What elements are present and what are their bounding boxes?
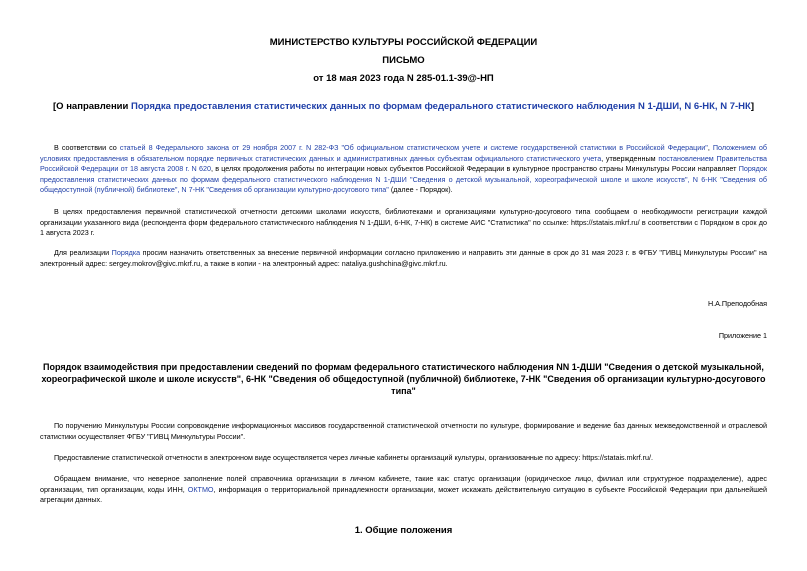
subject-suffix: ] — [750, 101, 754, 112]
p6-text-2: , информация о территориальной принадлежности организации, может искажать действительную ситуацию в субъекте Российской Федерации при дальнейшей агрегации данных. — [40, 484, 767, 505]
p1-link-regulation[interactable]: Положением об условиях предоставления в обязательном порядке первичных статистических данных и административных данных субъектам официального статистического учета — [40, 143, 767, 163]
paragraph-6 — [40, 474, 767, 506]
p3-link-procedure[interactable]: Порядка — [111, 248, 141, 257]
p1-text-5: (далее - Порядок). — [388, 185, 453, 195]
p1-text-4: , в целях продолжения работы по интеграции новых субъектов Российской Федерации в культурное пространство страны Минкультуры России направляет — [210, 164, 739, 174]
ministry-heading: МИНИСТЕРСТВО КУЛЬТУРЫ РОССИЙСКОЙ ФЕДЕРАЦИИ — [269, 37, 538, 48]
section-heading: 1. Общие положения — [354, 525, 453, 536]
doc-date-heading: от 18 мая 2023 года N 285-01.1-39@-НП — [313, 73, 494, 84]
subject-link[interactable]: Порядка предоставления статистических данных по формам федерального статистического наблюдения N 1-ДШИ, N 6-НК, N 7-НК — [131, 101, 751, 112]
paragraph-3 — [40, 248, 767, 269]
annex-label: Приложение 1 — [718, 331, 767, 340]
doc-type-heading: ПИСЬМО — [382, 55, 425, 66]
letter-subject — [40, 101, 767, 112]
annex-title: Порядок взаимодействия при предоставлении сведений по формам федерального статистического наблюдения NN 1-ДШИ "Сведения о детской музыкальной, хореографической школе и школе искусств", 6-НК "Сведения об общедоступной (публичной) библиотеке, 7-НК "Сведения об организации культурно-досугового типа" — [41, 362, 766, 396]
p6-link-oktmo[interactable]: ОКТМО — [187, 484, 214, 494]
paragraph-5: Предоставление статистической отчетности в электронном виде осуществляется через личные кабинеты организаций культуры, организованные по адресу: https://statais.mkrf.ru/. — [54, 453, 654, 462]
paragraph-4: По поручению Минкультуры России сопровождение информационных массивов государственной статистической отчетности по культуре, формирование и ведение баз данных межведомственной и отраслевой статистики осуществляет ФГБУ "ГИВЦ Минкультуры России". — [40, 421, 767, 441]
subject-prefix: [О направлении — [53, 101, 132, 112]
paragraph-2: В целях предоставления первичной статистической отчетности детскими школами искусств, библиотеками и организациями культурно-досугового типа сообщаем о необходимости регистрации каждой организации указанного вида (респондента форм федерального статистического наблюдения N 1-ДШИ, 6-НК, 7-НК) в системе АИС "Статистика" по ссылке: https://statais.mkrf.ru/ в соответствии с Порядком в срок до 1 августа 2023 г. — [40, 207, 767, 238]
paragraph-1 — [40, 143, 767, 196]
p1-text-2: , — [707, 143, 713, 152]
p1-text-3: , утвержденным — [601, 153, 659, 163]
p3-text-1: Для реализации — [54, 248, 112, 257]
p6-text-1: Обращаем внимание, что неверное заполнение полей справочника организации в личном кабинете, такие как: статус организации (юридическое лицо, филиал или структурное подразделение), адрес организации, тип организации, коды ИНН, — [40, 474, 767, 494]
p3-text-2: просим назначить ответственных за внесение первичной информации согласно приложению и направить эти данные в срок до 31 мая 2023 г. в ФГБУ "ГИВЦ Минкультуры России" на электронный адрес: sergey.mokrov@givc.mkrf.ru, а также в копии - на электронный адрес: nataliya.gushchina@givc.mkrf.ru. — [40, 248, 768, 268]
p1-link-decree[interactable]: постановлением Правительства Российской Федерации от 18 августа 2008 г. N 620 — [40, 153, 767, 174]
p1-link-law[interactable]: статьей 8 Федерального закона от 29 ноября 2007 г. N 282-ФЗ "Об официальном статистическом учете и системе государственной статистики в Российской Федерации" — [119, 143, 708, 152]
signature: Н.А.Преподобная — [707, 299, 767, 308]
p1-text-1: В соответствии со — [54, 143, 120, 152]
p1-link-procedure[interactable]: Порядок предоставления статистических данных по формам федерального статистического наблюдения N 1-ДШИ "Сведения о детской музыкальной, хореографической школе и школе искусств", N 6-НК "Сведения об общедоступной (публичной) библиотеке", N 7-НК "Сведения об организации культурно-досугового типа" — [40, 164, 767, 195]
